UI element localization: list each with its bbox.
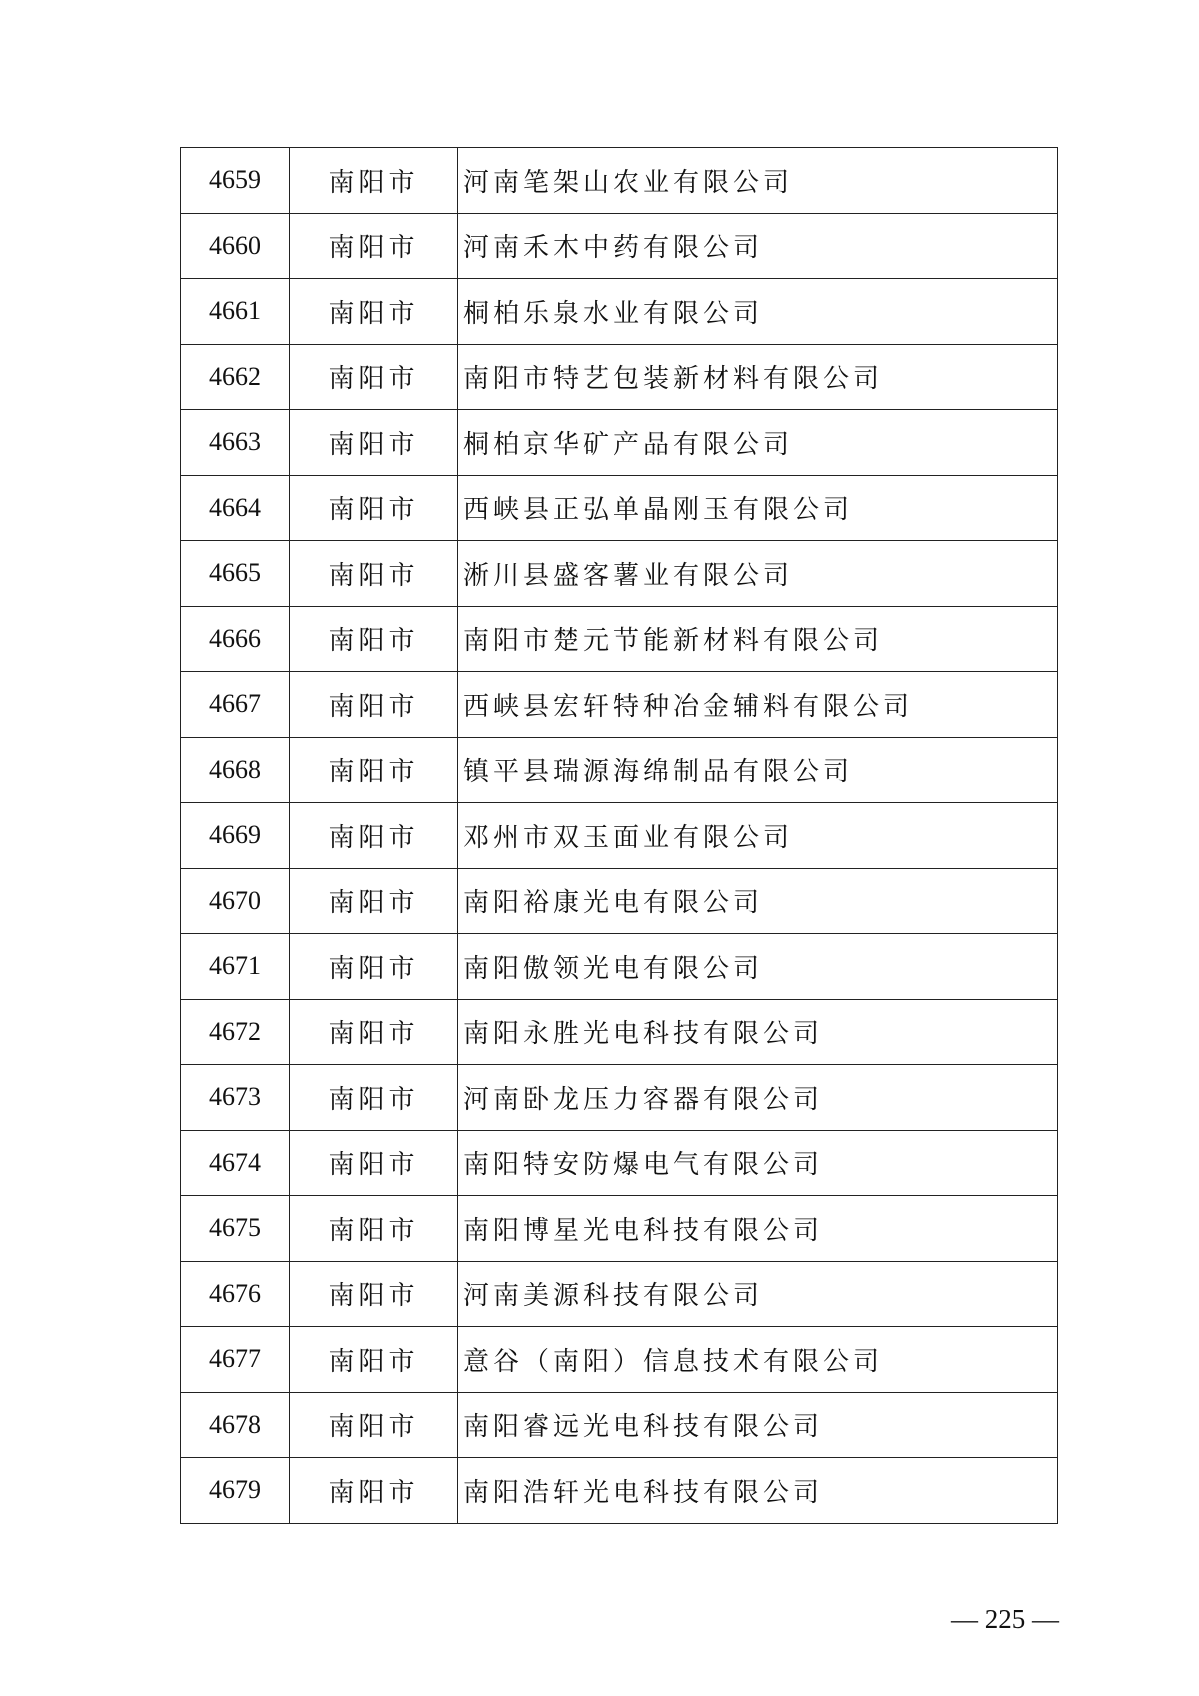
row-city: 南阳市 bbox=[290, 934, 458, 1000]
table-row bbox=[181, 1261, 1058, 1327]
table-row bbox=[181, 344, 1058, 410]
row-number: 4677 bbox=[181, 1327, 290, 1393]
row-company-name: 南阳博星光电科技有限公司 bbox=[458, 1196, 1058, 1262]
row-city: 南阳市 bbox=[290, 999, 458, 1065]
table-row bbox=[181, 1327, 1058, 1393]
table-row bbox=[181, 148, 1058, 214]
row-number: 4678 bbox=[181, 1392, 290, 1458]
row-company-name: 南阳傲领光电有限公司 bbox=[458, 934, 1058, 1000]
table-row bbox=[181, 999, 1058, 1065]
row-city: 南阳市 bbox=[290, 475, 458, 541]
row-city: 南阳市 bbox=[290, 672, 458, 738]
table-row bbox=[181, 1130, 1058, 1196]
row-number: 4668 bbox=[181, 737, 290, 803]
page-number: — 225 — bbox=[951, 1604, 1059, 1634]
table-row bbox=[181, 541, 1058, 607]
row-company-name: 邓州市双玉面业有限公司 bbox=[458, 803, 1058, 869]
table-row bbox=[181, 737, 1058, 803]
company-list-table bbox=[180, 147, 1058, 1524]
table-row bbox=[181, 410, 1058, 476]
table-row bbox=[181, 934, 1058, 1000]
row-company-name: 西峡县宏轩特种冶金辅料有限公司 bbox=[458, 672, 1058, 738]
row-number: 4666 bbox=[181, 606, 290, 672]
row-company-name: 意谷（南阳）信息技术有限公司 bbox=[458, 1327, 1058, 1393]
row-number: 4674 bbox=[181, 1130, 290, 1196]
row-company-name: 南阳浩轩光电科技有限公司 bbox=[458, 1458, 1058, 1524]
row-company-name: 河南禾木中药有限公司 bbox=[458, 213, 1058, 279]
row-company-name: 南阳裕康光电有限公司 bbox=[458, 868, 1058, 934]
table-row bbox=[181, 1392, 1058, 1458]
row-city: 南阳市 bbox=[290, 1327, 458, 1393]
row-number: 4665 bbox=[181, 541, 290, 607]
row-city: 南阳市 bbox=[290, 1065, 458, 1131]
table-row bbox=[181, 279, 1058, 345]
row-city: 南阳市 bbox=[290, 1261, 458, 1327]
table-row bbox=[181, 1065, 1058, 1131]
row-number: 4659 bbox=[181, 148, 290, 214]
row-company-name: 南阳市楚元节能新材料有限公司 bbox=[458, 606, 1058, 672]
table-row bbox=[181, 475, 1058, 541]
row-company-name: 西峡县正弘单晶刚玉有限公司 bbox=[458, 475, 1058, 541]
row-city: 南阳市 bbox=[290, 606, 458, 672]
row-city: 南阳市 bbox=[290, 344, 458, 410]
row-city: 南阳市 bbox=[290, 1458, 458, 1524]
table-row bbox=[181, 803, 1058, 869]
row-number: 4667 bbox=[181, 672, 290, 738]
row-company-name: 河南卧龙压力容器有限公司 bbox=[458, 1065, 1058, 1131]
row-company-name: 南阳特安防爆电气有限公司 bbox=[458, 1130, 1058, 1196]
table-row bbox=[181, 1196, 1058, 1262]
table-row bbox=[181, 868, 1058, 934]
table-row bbox=[181, 213, 1058, 279]
table-body bbox=[181, 148, 1058, 1524]
row-city: 南阳市 bbox=[290, 279, 458, 345]
row-city: 南阳市 bbox=[290, 541, 458, 607]
row-number: 4670 bbox=[181, 868, 290, 934]
row-city: 南阳市 bbox=[290, 213, 458, 279]
row-number: 4671 bbox=[181, 934, 290, 1000]
row-city: 南阳市 bbox=[290, 868, 458, 934]
row-number: 4662 bbox=[181, 344, 290, 410]
table-row bbox=[181, 606, 1058, 672]
row-company-name: 桐柏乐泉水业有限公司 bbox=[458, 279, 1058, 345]
row-number: 4661 bbox=[181, 279, 290, 345]
row-city: 南阳市 bbox=[290, 410, 458, 476]
row-company-name: 河南美源科技有限公司 bbox=[458, 1261, 1058, 1327]
row-city: 南阳市 bbox=[290, 803, 458, 869]
row-number: 4669 bbox=[181, 803, 290, 869]
row-company-name: 河南笔架山农业有限公司 bbox=[458, 148, 1058, 214]
row-number: 4664 bbox=[181, 475, 290, 541]
row-company-name: 桐柏京华矿产品有限公司 bbox=[458, 410, 1058, 476]
row-number: 4672 bbox=[181, 999, 290, 1065]
row-number: 4679 bbox=[181, 1458, 290, 1524]
row-city: 南阳市 bbox=[290, 148, 458, 214]
row-company-name: 淅川县盛客薯业有限公司 bbox=[458, 541, 1058, 607]
table-row bbox=[181, 1458, 1058, 1524]
row-city: 南阳市 bbox=[290, 737, 458, 803]
row-number: 4676 bbox=[181, 1261, 290, 1327]
row-number: 4663 bbox=[181, 410, 290, 476]
row-company-name: 南阳市特艺包装新材料有限公司 bbox=[458, 344, 1058, 410]
row-city: 南阳市 bbox=[290, 1392, 458, 1458]
row-company-name: 南阳永胜光电科技有限公司 bbox=[458, 999, 1058, 1065]
row-company-name: 南阳睿远光电科技有限公司 bbox=[458, 1392, 1058, 1458]
table-row bbox=[181, 672, 1058, 738]
row-number: 4675 bbox=[181, 1196, 290, 1262]
row-number: 4673 bbox=[181, 1065, 290, 1131]
row-city: 南阳市 bbox=[290, 1196, 458, 1262]
row-number: 4660 bbox=[181, 213, 290, 279]
row-city: 南阳市 bbox=[290, 1130, 458, 1196]
row-company-name: 镇平县瑞源海绵制品有限公司 bbox=[458, 737, 1058, 803]
